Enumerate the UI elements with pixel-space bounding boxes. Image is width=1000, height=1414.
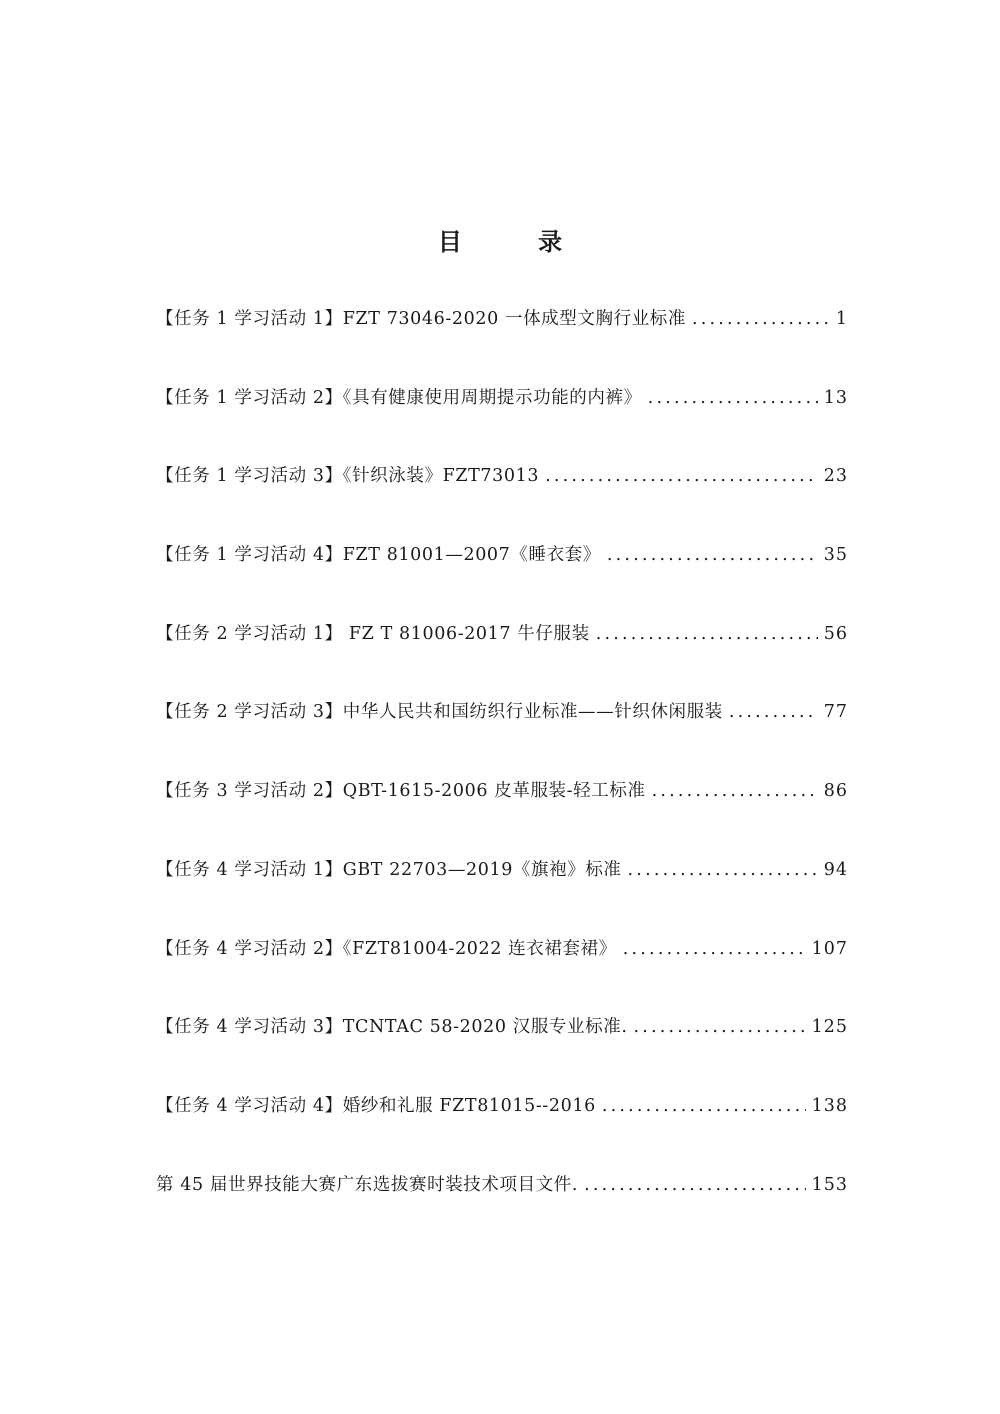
toc-page-number: 56 <box>823 623 848 644</box>
toc-dot-leader <box>584 1171 806 1199</box>
toc-entry[interactable] <box>156 935 848 1014</box>
toc-page-number: 77 <box>823 702 848 723</box>
toc-dot-leader <box>633 1013 805 1041</box>
toc-page-number: 153 <box>811 1174 848 1195</box>
toc-dot-leader <box>692 305 830 333</box>
toc-entry[interactable] <box>156 1092 848 1171</box>
toc-entry[interactable] <box>156 1013 848 1092</box>
toc-entry-text: 【任务 1 学习活动 3】《针织泳装》FZT73013 <box>156 466 540 487</box>
toc-page-number: 86 <box>823 781 848 802</box>
toc-page-number: 35 <box>823 545 848 566</box>
toc-entry-text: 【任务 4 学习活动 3】TCNTAC 58-2020 汉服专业标准. <box>156 1017 628 1038</box>
toc-entry[interactable] <box>156 541 848 620</box>
toc-page-number: 13 <box>823 387 848 408</box>
toc-entry-text: 【任务 2 学习活动 3】中华人民共和国纺织行业标准——针织休闲服装 <box>156 702 723 723</box>
toc-dot-leader <box>596 620 818 648</box>
toc-dot-leader <box>648 384 818 412</box>
toc-entry[interactable] <box>156 698 848 777</box>
toc-entry-text: 【任务 4 学习活动 4】婚纱和礼服 FZT81015--2016 <box>156 1095 596 1116</box>
toc-entry-text: 【任务 4 学习活动 2】《FZT81004-2022 连衣裙套裙》 <box>156 938 617 959</box>
toc-entry-text: 【任务 1 学习活动 1】FZT 73046-2020 一体成型文胸行业标准 <box>156 309 686 329</box>
toc-page-number: 94 <box>823 859 848 880</box>
toc-entry-text: 第 45 届世界技能大赛广东选拔赛时装技术项目文件. <box>156 1174 579 1195</box>
toc-entry-text: 【任务 1 学习活动 2】《具有健康使用周期提示功能的内裤》 <box>156 387 642 408</box>
toc-entry[interactable] <box>156 305 848 384</box>
toc-page-number: 107 <box>811 938 848 959</box>
toc-title: 目 录 <box>437 228 597 256</box>
toc-entry-text: 【任务 1 学习活动 4】FZT 81001—2007《睡衣套》 <box>156 545 601 566</box>
toc-page-number: 125 <box>811 1017 848 1038</box>
toc-dot-leader <box>545 462 818 490</box>
toc-page-number: 23 <box>823 466 848 487</box>
toc-entry-text: 【任务 4 学习活动 1】GBT 22703—2019《旗袍》标准 <box>156 859 622 880</box>
toc-entry[interactable] <box>156 1171 848 1250</box>
toc-dot-leader <box>623 935 806 963</box>
toc-entry[interactable] <box>156 462 848 541</box>
toc-dot-leader <box>729 698 818 726</box>
toc-dot-leader <box>628 856 818 884</box>
toc-entry[interactable] <box>156 777 848 856</box>
toc-entry-text: 【任务 2 学习活动 1】 FZ T 81006-2017 牛仔服装 <box>156 623 590 644</box>
toc-entry-text: 【任务 3 学习活动 2】QBT-1615-2006 皮革服装-轻工标准 <box>156 781 646 802</box>
toc-dot-leader <box>602 1092 806 1120</box>
toc-page-number: 138 <box>811 1095 848 1116</box>
toc-entry[interactable] <box>156 856 848 935</box>
toc-dot-leader <box>607 541 818 569</box>
toc-entry[interactable] <box>156 620 848 699</box>
toc-entry[interactable] <box>156 384 848 463</box>
toc-list <box>156 305 848 1249</box>
toc-page-number: 1 <box>835 309 848 329</box>
toc-dot-leader <box>652 777 818 805</box>
